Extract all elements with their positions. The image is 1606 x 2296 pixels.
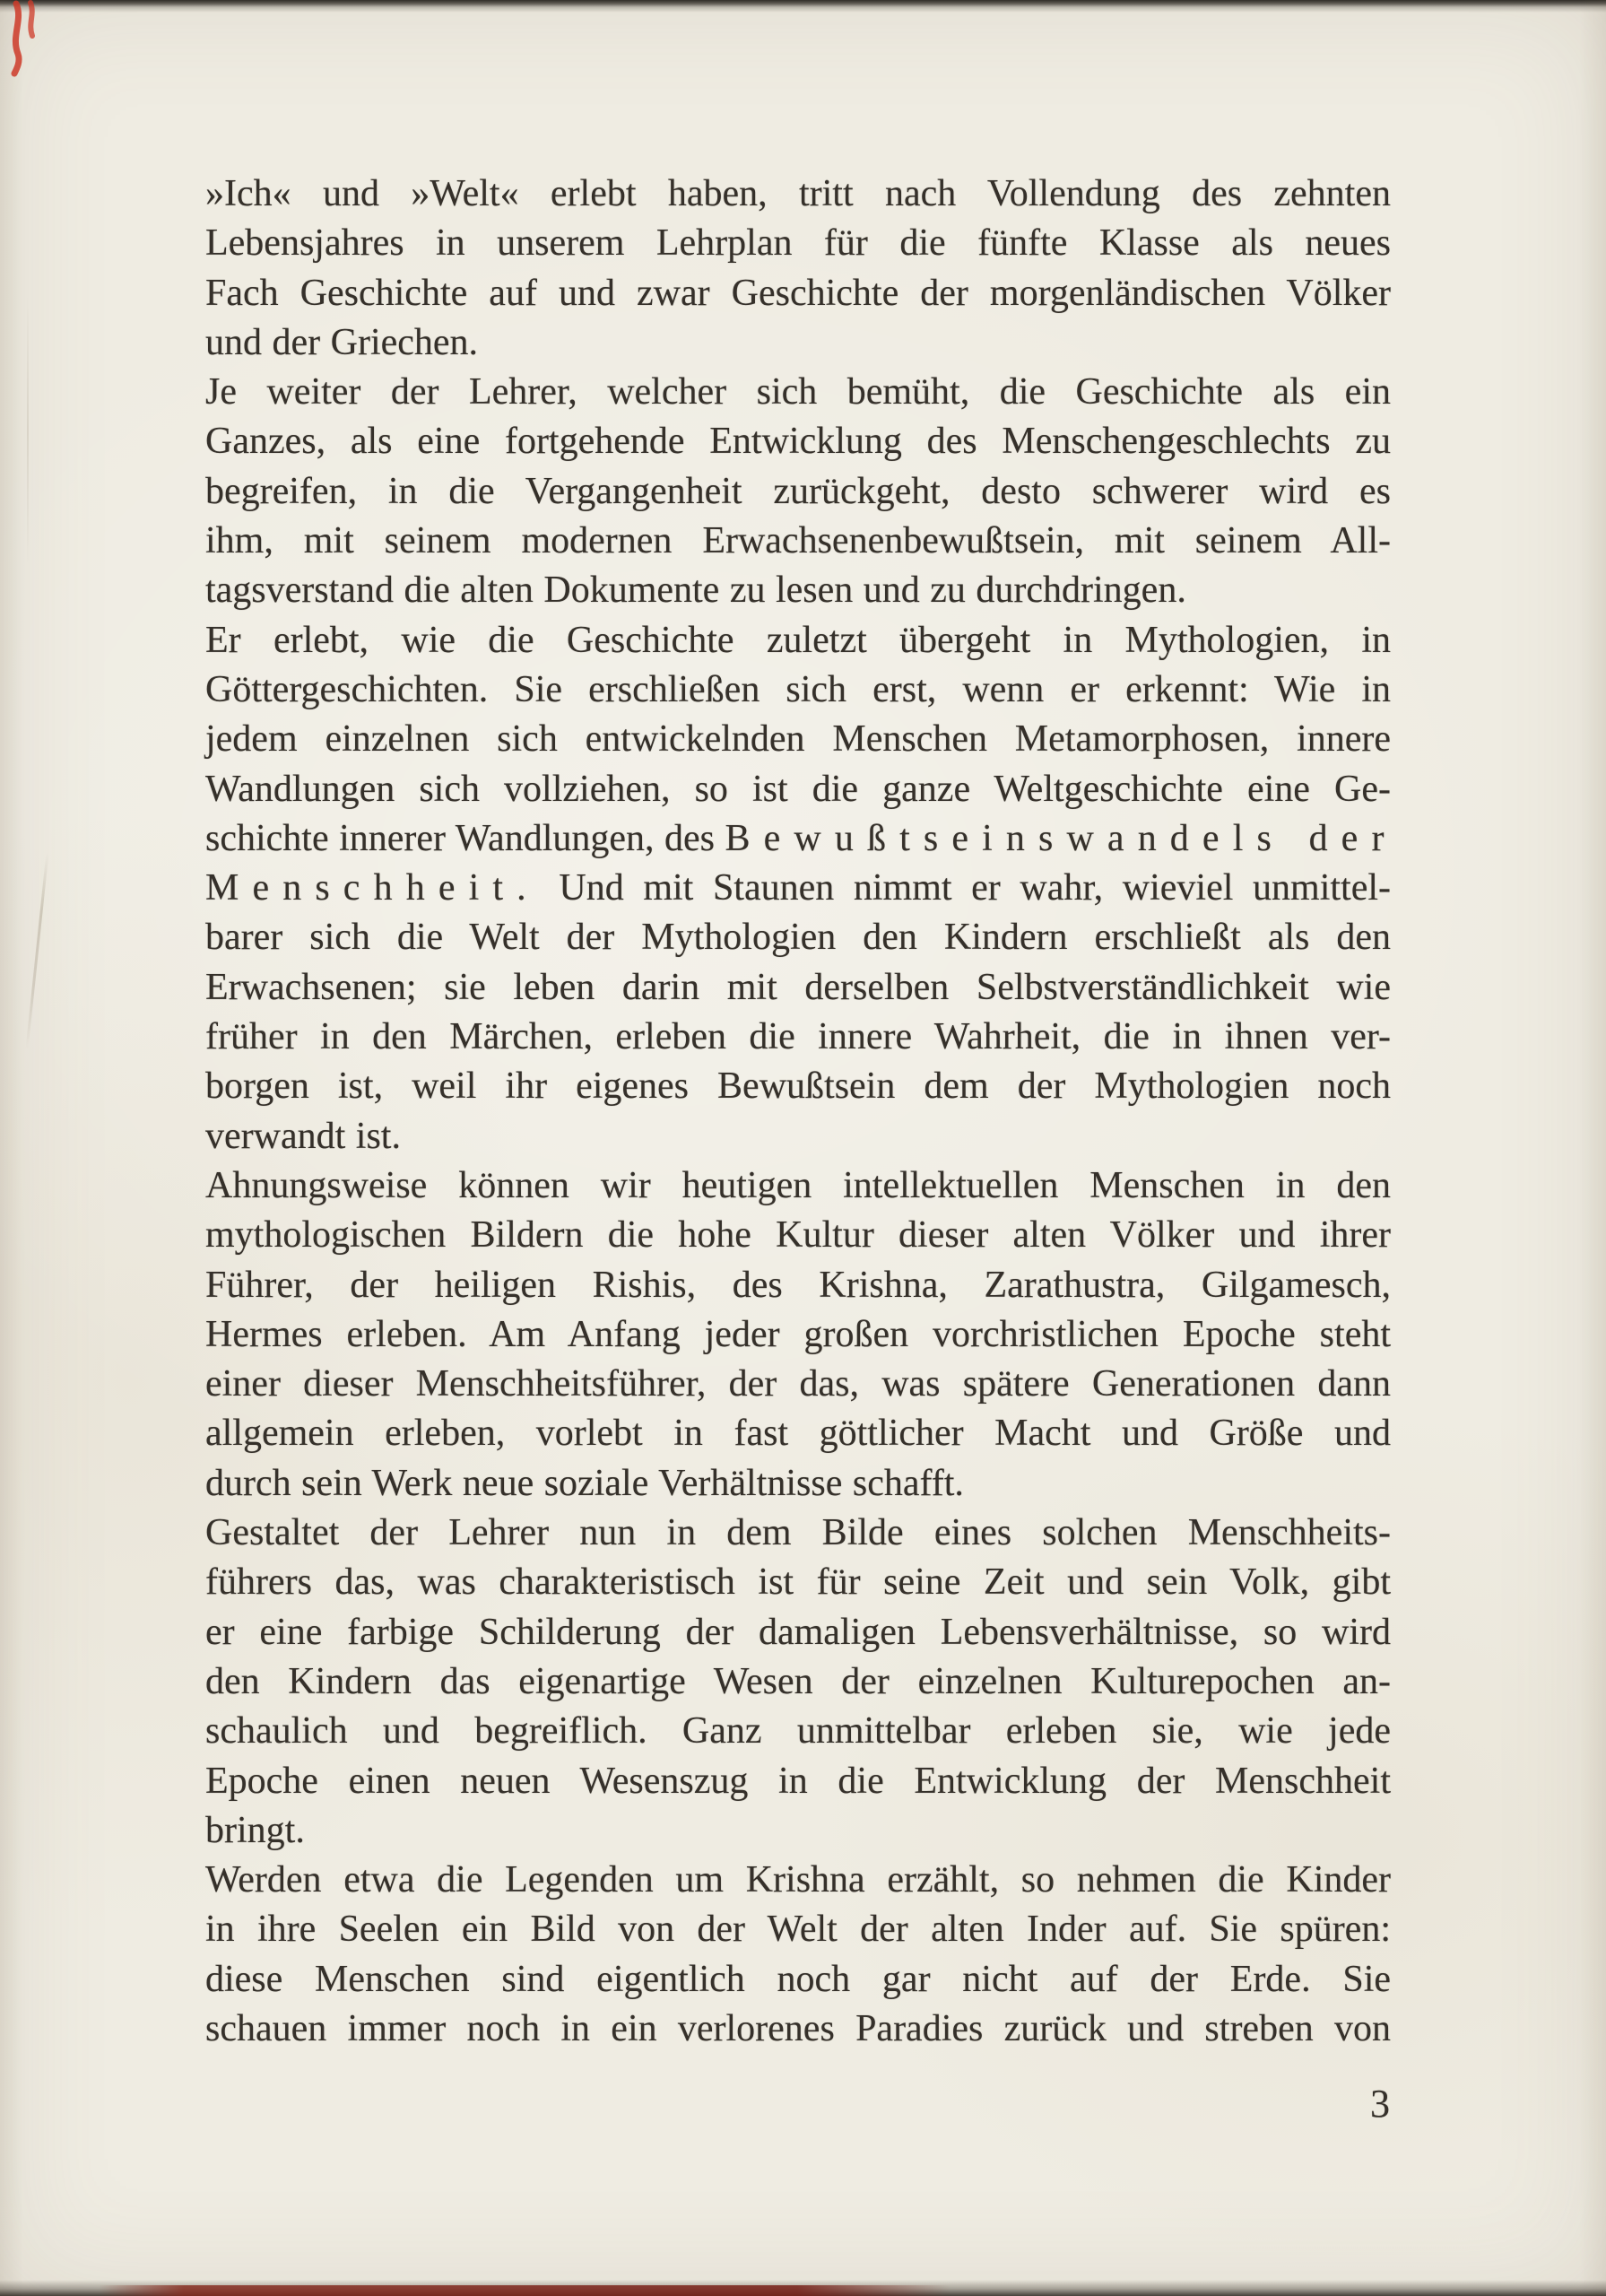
text-run: ihm, mit seinem modernen Erwachsenenbewußtsein, mit seinem All- [205,520,1391,562]
text-line [205,1558,1391,1607]
text-line [205,1261,1391,1310]
paragraph [205,616,1398,1161]
text-run: Hermes erleben. Am Anfang jeder großen vorchristlichen Epoche steht [205,1313,1391,1355]
text-line [205,1161,1391,1211]
scan-edge-right [1579,0,1606,2296]
text-run: bringt. [205,1809,305,1851]
text-line [205,765,1391,814]
text-run: Je weiter der Lehrer, welcher sich bemüht, die Geschichte als ein [205,371,1391,413]
page-number: 3 [1370,2082,1390,2126]
text-run: »Ich« und »Welt« erlebt haben, tritt nach Vollendung des zehnten [205,173,1391,214]
text-run: Wandlungen sich vollziehen, so ist die ganze Weltgeschichte eine Ge- [205,768,1391,810]
text-line [205,269,1391,318]
paragraph [205,368,1391,615]
text-run: in ihre Seelen ein Bild von der Welt der alten Inder auf. Sie spüren: [205,1909,1391,1951]
text-run: Und mit Staunen nimmt er wahr, wieviel unmittel- [539,867,1391,909]
text-line [205,616,1391,665]
text-run: jedem einzelnen sich entwickelnden Menschen Metamorphosen, innere [205,718,1391,761]
text-run: begreifen, in die Vergangenheit zurückgeht, desto schwerer wird es [205,470,1391,512]
paragraph [205,1161,1391,1509]
letterspaced-emphasis: Bewußtseinswandels der [725,817,1398,859]
paragraph [205,1856,1391,2054]
text-line [205,864,1391,913]
paper-crease [27,296,29,565]
paper-crease [26,852,49,1048]
text-run: mythologischen Bildern die hohe Kultur dieser alten Völker und ihrer [205,1214,1391,1257]
text-line [205,814,1398,864]
text-run: Göttergeschichten. Sie erschließen sich erst, wenn er erkennt: Wie in [205,668,1391,710]
text-run: Erwachsenen; sie leben darin mit derselben Selbstverständlichkeit wie [205,966,1391,1008]
text-run: barer sich die Welt der Mythologien den Kindern erschließt als den [205,917,1391,959]
text-run: schichte innerer Wandlungen, des [205,817,725,859]
text-run: Ahnungsweise können wir heutigen intellektuellen Menschen in den [205,1164,1391,1206]
red-pen-mark [4,0,61,86]
text-line [205,566,1391,615]
text-line [205,318,1391,368]
body-text [205,170,1398,2054]
text-line [205,1062,1391,1111]
text-run: und der Griechen. [205,321,479,363]
text-run: tagsverstand die alten Dokumente zu lesen und zu durchdringen. [205,570,1186,612]
text-run: den Kindern das eigenartige Wesen der einzelnen Kulturepochen an- [205,1660,1391,1702]
text-line [205,1608,1391,1657]
text-line [205,368,1391,417]
text-line [205,1856,1391,1905]
text-run: Ganzes, als eine fortgehende Entwicklung des Menschengeschlechts zu [205,421,1391,463]
text-run: führers das, was charakteristisch ist für seine Zeit und sein Volk, gibt [205,1561,1391,1604]
text-line [205,219,1391,268]
text-line [205,1905,1391,1954]
text-line [205,170,1391,219]
text-run: Er erlebt, wie die Geschichte zuletzt übergeht in Mythologien, in [205,619,1391,661]
text-run: durch sein Werk neue soziale Verhältnisse schafft. [205,1462,964,1504]
text-line [205,1955,1391,2005]
scan-edge-left [0,0,23,2296]
text-line [205,913,1391,962]
text-run: Gestaltet der Lehrer nun in dem Bilde eines solchen Menschheits- [205,1512,1391,1554]
text-line [205,1409,1391,1458]
text-line [205,1360,1391,1409]
text-line [205,963,1391,1013]
text-run: Lebensjahres in unserem Lehrplan für die fünfte Klasse als neues [205,222,1391,265]
text-line [205,1757,1391,1806]
text-line [205,417,1391,466]
text-line [205,2005,1391,2054]
text-line [205,1112,1391,1161]
paragraph [205,170,1391,368]
text-line [205,665,1391,715]
text-line [205,1310,1391,1360]
text-line [205,715,1391,764]
text-run: verwandt ist. [205,1115,401,1157]
text-line [205,467,1391,517]
text-run: Führer, der heiligen Rishis, des Krishna, Zarathustra, Gilgamesch, [205,1264,1391,1306]
letterspaced-emphasis: Menschheit. [205,867,540,909]
paragraph [205,1509,1391,1856]
text-run: borgen ist, weil ihr eigenes Bewußtsein dem der Mythologien noch [205,1065,1391,1108]
text-run: er eine farbige Schilderung der damaligen Lebensverhältnisse, so wird [205,1611,1391,1653]
text-line [205,1806,1391,1856]
text-run: früher in den Märchen, erleben die innere Wahrheit, die in ihnen ver- [205,1016,1391,1058]
text-line [205,1013,1391,1062]
scan-edge-bottom-red [99,2285,951,2296]
text-run: Werden etwa die Legenden um Krishna erzählt, so nehmen die Kinder [205,1859,1391,1901]
text-run: Fach Geschichte auf und zwar Geschichte der morgenländischen Völker [205,272,1391,314]
scan-edge-top [0,0,1606,13]
text-line [205,1707,1391,1756]
text-run: schauen immer noch in ein verlorenes Paradies zurück und streben von [205,2007,1391,2049]
text-line [205,1459,1391,1509]
text-line [205,1211,1391,1260]
text-line [205,1657,1391,1707]
text-run: diese Menschen sind eigentlich noch gar nicht auf der Erde. Sie [205,1958,1391,2000]
text-run: einer dieser Menschheitsführer, der das, was spätere Generationen dann [205,1363,1391,1405]
text-run: allgemein erleben, vorlebt in fast göttlicher Macht und Größe und [205,1413,1391,1455]
text-run: Epoche einen neuen Wesenszug in die Entwicklung der Menschheit [205,1760,1391,1802]
text-run: schaulich und begreiflich. Ganz unmittelbar erleben sie, wie jede [205,1710,1391,1752]
text-line [205,1509,1391,1558]
text-line [205,517,1391,566]
